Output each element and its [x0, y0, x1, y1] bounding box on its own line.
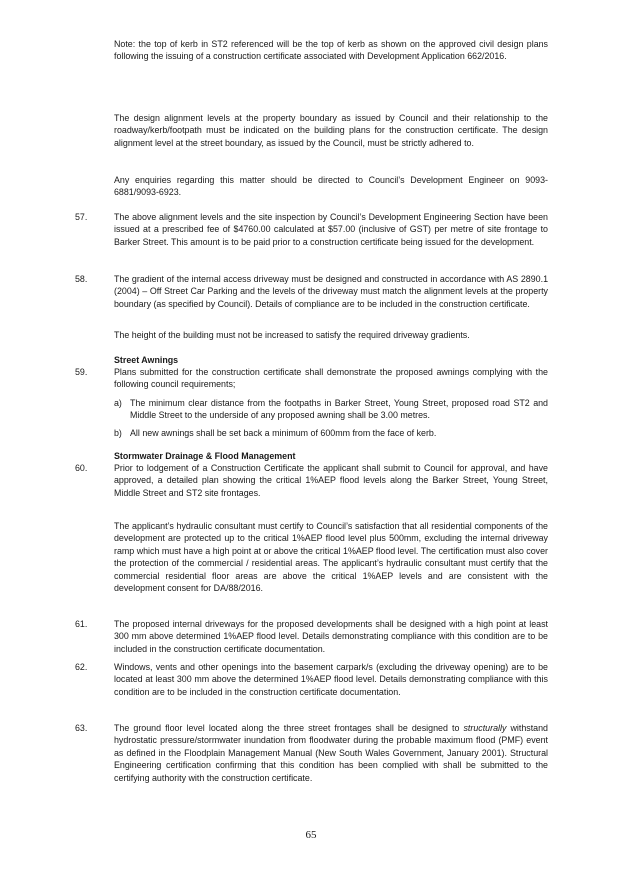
condition-59-a-text: The minimum clear distance from the footpaths in Barker Street, Young Street, proposed road ST2 and Middle Street to the underside of any proposed awning shall be 3.00 metres. [130, 398, 548, 421]
condition-58-text-2: The height of the building must not be increased to satisfy the required driveway gradients. [114, 330, 470, 340]
condition-59-b-text: All new awnings shall be set back a minimum of 600mm from the face of kerb. [130, 428, 437, 438]
condition-59-a-label: a) [114, 398, 122, 408]
condition-60-text: Prior to lodgement of a Construction Certificate the applicant shall submit to Council for approval, and have approved, a detailed plan showing the critical 1%AEP flood levels along the Barker Street, Young Street, Middle Street and ST2 site frontages. [114, 463, 548, 498]
condition-58-number: 58. [75, 274, 88, 284]
design-alignment-paragraph: The design alignment levels at the property boundary as issued by Council and their relationship to the roadway/kerb/footpath must be indicated on the building plans for the construction certificate. The design alignment level at the street boundary, as issued by the Council, must be strictly adhered to. [114, 113, 548, 148]
note-paragraph: Note: the top of kerb in ST2 referenced will be the top of kerb as shown on the approved civil design plans following the issuing of a construction certificate associated with Development Application 662/2016. [114, 39, 548, 62]
condition-63-text [114, 722, 548, 784]
condition-63-text-end: withstand hydrostatic pressure/stormwater inundation from floodwater during the probable maximum flood (PMF) event as defined in the Floodplain Management Manual (New South Wales Government, January 2001). Structural Engineering certification confirming that this condition has been complied with shall be submitted to the certifying authority with the construction certificate. [114, 723, 548, 783]
page-number: 65 [305, 829, 317, 841]
condition-59-text: Plans submitted for the construction certificate shall demonstrate the proposed awnings complying with the following council requirements; [114, 367, 548, 390]
condition-58-text: The gradient of the internal access driveway must be designed and constructed in accordance with AS 2890.1 (2004) – Off Street Car Parking and the levels of the driveway must match the alignment levels at the property boundary (as specified by Council). Details of compliance are to be included in the construction certificate. [114, 274, 548, 309]
condition-60-number: 60. [75, 463, 88, 473]
condition-62-text: Windows, vents and other openings into the basement carpark/s (excluding the driveway opening) are to be located at least 300 mm above the determined 1%AEP flood level. Details demonstrating compliance with this condition are to be included in the construction certificate documentation. [114, 662, 548, 697]
condition-57-number: 57. [75, 212, 88, 222]
condition-59-b-label: b) [114, 428, 122, 438]
stormwater-heading: Stormwater Drainage & Flood Management [114, 451, 296, 461]
condition-63-number: 63. [75, 723, 88, 733]
condition-60-text-2: The applicant’s hydraulic consultant must certify to Council’s satisfaction that all residential components of the development are protected up to the critical 1%AEP flood level plus 500mm, excluding the internal driveway ramp which must have a high point at or above the critical 1%AEP flood level. The certification must also cover the protection of the commercial / residential areas. The applicant’s hydraulic consultant must certify that the commercial residential floor areas are above the critical 1%AEP levels and are consistent with the development consent for DA/88/2016. [114, 521, 548, 594]
condition-63-emphasis: structurally [463, 723, 507, 733]
street-awnings-heading: Street Awnings [114, 355, 179, 365]
condition-59-number: 59. [75, 367, 88, 377]
condition-57-text: The above alignment levels and the site inspection by Council’s Development Engineering Section have been issued at a prescribed fee of $4760.00 calculated at $57.00 (inclusive of GST) per metre of site frontage to Barker Street. This amount is to be paid prior to a construction certificate being issued for the development. [114, 212, 548, 247]
condition-63-text-start: The ground floor level located along the three street frontages shall be designed to [114, 723, 464, 733]
enquiries-paragraph: Any enquiries regarding this matter should be directed to Council’s Development Engineer on 9093-6881/9093-6923. [114, 175, 548, 198]
condition-62-number: 62. [75, 662, 88, 672]
condition-61-text: The proposed internal driveways for the proposed developments shall be designed with a high point at least 300 mm above determined 1%AEP flood level. Details demonstrating compliance with this condition are to be included in the construction certificate documentation. [114, 619, 548, 654]
condition-61-number: 61. [75, 619, 88, 629]
